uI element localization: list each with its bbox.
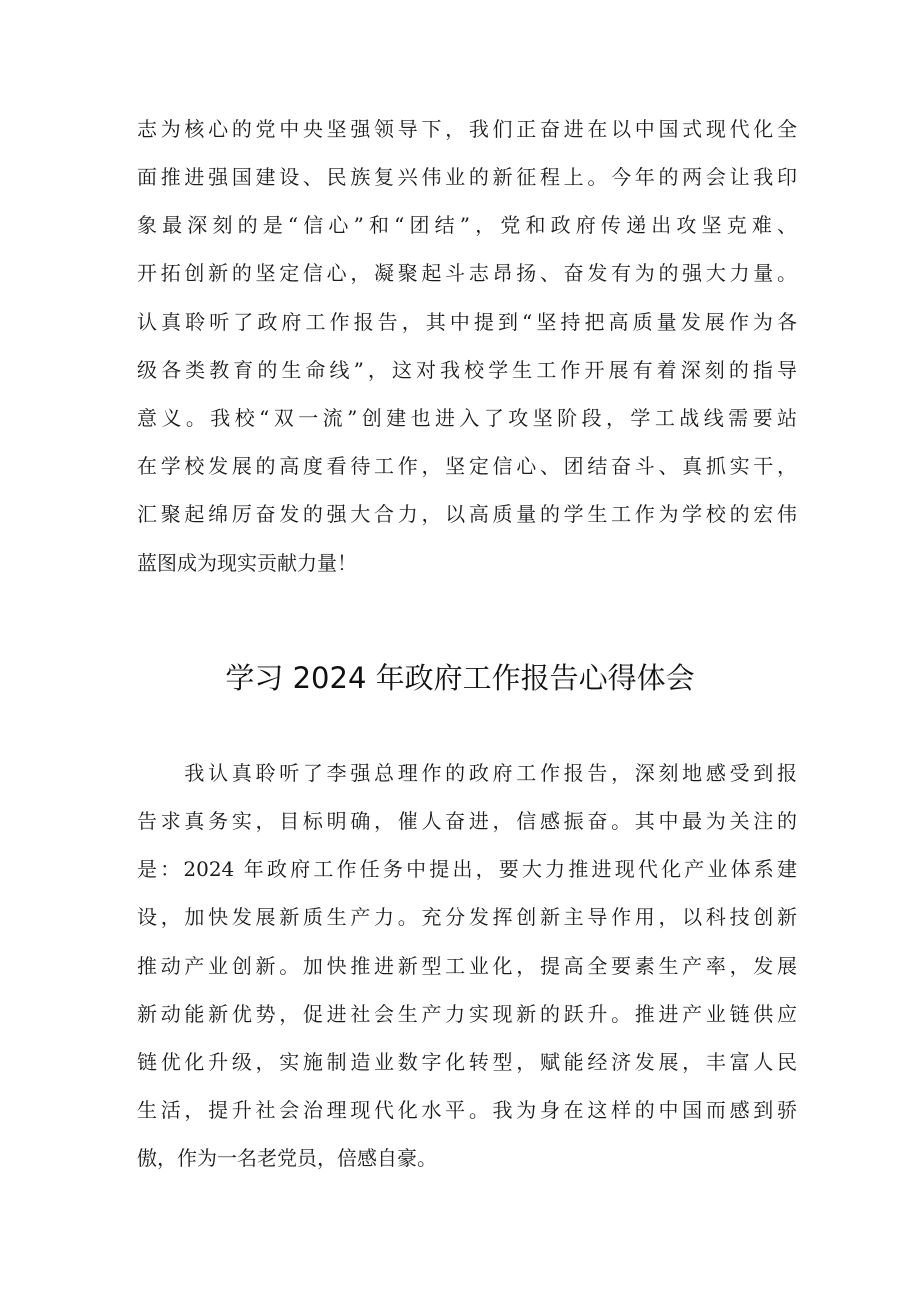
paragraph-line: 级各类教育的生命线”，这对我校学生工作开展有着深刻的指导 xyxy=(137,358,797,382)
paragraph-line: 汇聚起绵厉奋发的强大合力，以高质量的学生工作为学校的宏伟 xyxy=(137,502,797,526)
paragraph-line: 开拓创新的坚定信心，凝聚起斗志昂扬、奋发有为的强大力量。 xyxy=(137,261,797,285)
paragraph-line: 是：2024 年政府工作任务中提出，要大力推进现代化产业体系建 xyxy=(137,857,797,881)
paragraph-line: 新动能新优势，促进社会生产力实现新的跃升。推进产业链供应 xyxy=(137,1002,797,1026)
paragraph-line: 我认真聆听了李强总理作的政府工作报告，深刻地感受到报 xyxy=(137,761,797,785)
paragraph-line: 象最深刻的是“信心”和“团结”，党和政府传递出攻坚克难、 xyxy=(137,213,797,237)
paragraph-line: 志为核心的党中央坚强领导下，我们正奋进在以中国式现代化全 xyxy=(137,117,797,141)
paragraph-line: 链优化升级，实施制造业数字化转型，赋能经济发展，丰富人民 xyxy=(137,1050,797,1074)
paragraph-line: 设，加快发展新质生产力。充分发挥创新主导作用，以科技创新 xyxy=(137,905,797,929)
paragraph-line: 告求真务实，目标明确，催人奋进，信感振奋。其中最为关注的 xyxy=(137,809,797,833)
paragraph-line: 生活，提升社会治理现代化水平。我为身在这样的中国而感到骄 xyxy=(137,1098,797,1122)
paragraph-line: 意义。我校“双一流”创建也进入了攻坚阶段，学工战线需要站 xyxy=(137,406,797,430)
paragraph-line: 在学校发展的高度看待工作，坚定信心、团结奋斗、真抓实干， xyxy=(137,454,797,478)
paragraph-line: 认真聆听了政府工作报告，其中提到“坚持把高质量发展作为各 xyxy=(137,310,797,334)
paragraph-line: 蓝图成为现实贡献力量！ xyxy=(137,551,357,575)
paragraph-line: 推动产业创新。加快推进新型工业化，提高全要素生产率，发展 xyxy=(137,954,797,978)
section-title: 学习 2024 年政府工作报告心得体会 xyxy=(225,661,695,695)
paragraph-line: 面推进强国建设、民族复兴伟业的新征程上。今年的两会让我印 xyxy=(137,165,797,189)
paragraph-line: 傲，作为一名老党员，倍感自豪。 xyxy=(137,1146,437,1170)
